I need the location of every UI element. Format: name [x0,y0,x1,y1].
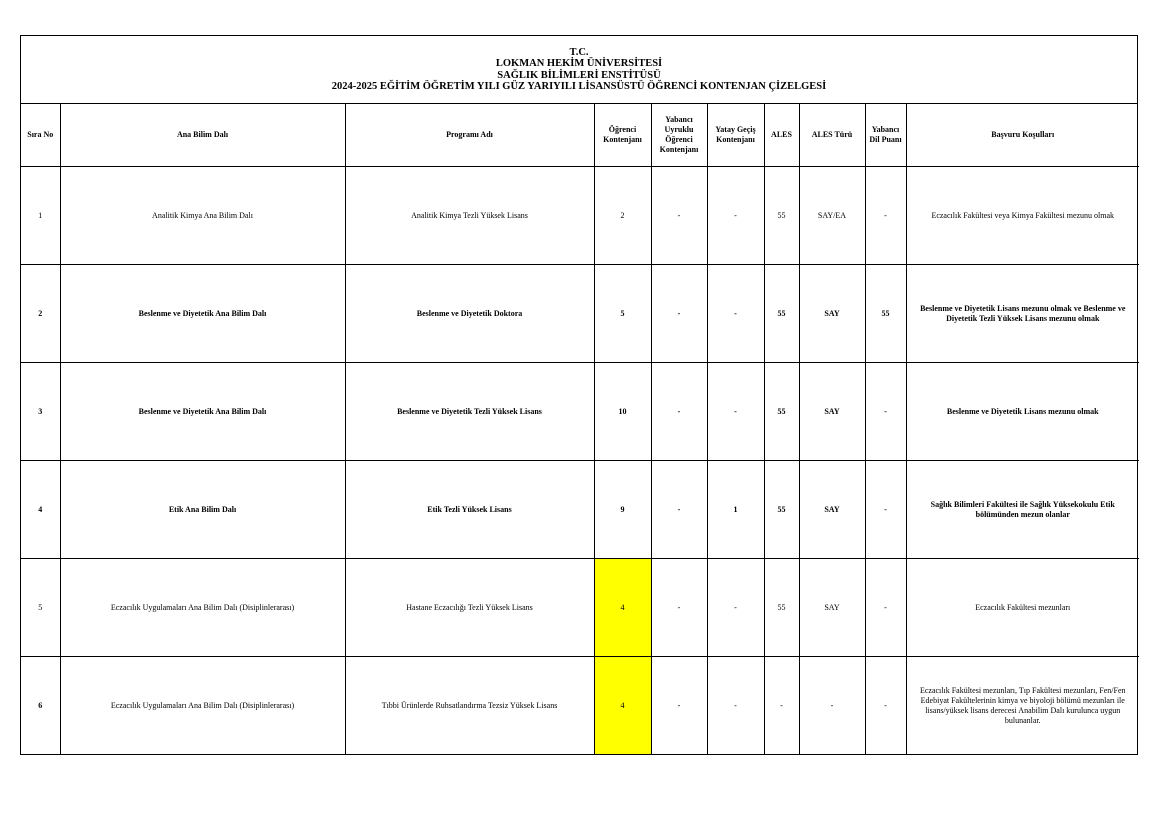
cell-anabilim: Beslenme ve Diyetetik Ana Bilim Dalı [60,265,345,363]
quota-document [20,35,1138,755]
table-row [21,363,1139,461]
header-kosul: Başvuru Koşulları [906,104,1139,167]
cell-no: 2 [21,265,60,363]
cell-kosul: Eczacılık Fakültesi mezunları, Tıp Fakültesi mezunları, Fen/Fen Edebiyat Fakültelerinin kimya ve biyoloji bölümü mezunları ile lisans/yüksek lisans derecesi Anabilim Dalı kurulunca uygun bulunanlar. [906,657,1139,755]
cell-anabilim: Beslenme ve Diyetetik Ana Bilim Dalı [60,363,345,461]
cell-ales-turu: SAY [799,363,865,461]
cell-ales: 55 [764,265,799,363]
table-row [21,167,1139,265]
header-program: Programı Adı [345,104,594,167]
cell-ales: 55 [764,461,799,559]
cell-yatay: - [707,559,764,657]
cell-kosul: Sağlık Bilimleri Fakültesi ile Sağlık Yüksekokulu Etik bölümünden mezun olanlar [906,461,1139,559]
cell-ales-turu: SAY [799,265,865,363]
cell-no: 5 [21,559,60,657]
quota-table [21,104,1139,754]
cell-yabanci: - [651,363,707,461]
cell-kosul: Beslenme ve Diyetetik Lisans mezunu olmak ve Beslenme ve Diyetetik Tezli Yüksek Lisans mezunu olmak [906,265,1139,363]
cell-dil: - [865,167,906,265]
cell-anabilim: Eczacılık Uygulamaları Ana Bilim Dalı (Disiplinlerarası) [60,559,345,657]
cell-kontenjan: 2 [594,167,651,265]
cell-program: Beslenme ve Diyetetik Doktora [345,265,594,363]
header-ales: ALES [764,104,799,167]
cell-no: 6 [21,657,60,755]
cell-dil: - [865,461,906,559]
cell-kontenjan: 5 [594,265,651,363]
cell-yabanci: - [651,559,707,657]
cell-program: Analitik Kimya Tezli Yüksek Lisans [345,167,594,265]
cell-yabanci: - [651,657,707,755]
cell-dil: 55 [865,265,906,363]
title-line-institute: SAĞLIK BİLİMLERİ ENSTİTÜSÜ [497,69,661,81]
cell-program: Etik Tezli Yüksek Lisans [345,461,594,559]
header-anabilim: Ana Bilim Dalı [60,104,345,167]
header-dil: Yabancı Dil Puanı [865,104,906,167]
cell-anabilim: Etik Ana Bilim Dalı [60,461,345,559]
cell-yatay: - [707,363,764,461]
cell-kontenjan: 9 [594,461,651,559]
cell-ales-turu: - [799,657,865,755]
cell-ales: 55 [764,363,799,461]
header-kontenjan: Öğrenci Kontenjanı [594,104,651,167]
cell-yatay: - [707,657,764,755]
table-row [21,559,1139,657]
cell-kontenjan-highlighted: 4 [594,657,651,755]
title-line-tc: T.C. [569,46,589,58]
cell-anabilim: Eczacılık Uygulamaları Ana Bilim Dalı (Disiplinlerarası) [60,657,345,755]
title-line-university: LOKMAN HEKİM ÜNİVERSİTESİ [495,58,663,69]
cell-dil: - [865,559,906,657]
title-line-quota: 2024-2025 EĞİTİM ÖĞRETİM YILI GÜZ YARIYILI LİSANSÜSTÜ ÖĞRENCİ KONTENJAN ÇİZELGESİ [331,81,827,92]
cell-no: 1 [21,167,60,265]
header-sira: Sıra No [21,104,60,167]
cell-no: 4 [21,461,60,559]
cell-anabilim: Analitik Kimya Ana Bilim Dalı [60,167,345,265]
table-row [21,657,1139,755]
header-yabanci-kontenjan: Yabancı Uyruklu Öğrenci Kontenjanı [651,104,707,167]
cell-yatay: - [707,167,764,265]
cell-ales: - [764,657,799,755]
header-yatay: Yatay Geçiş Kontenjanı [707,104,764,167]
cell-yabanci: - [651,265,707,363]
cell-ales-turu: SAY [799,559,865,657]
table-row [21,265,1139,363]
cell-kosul: Eczacılık Fakültesi mezunları [906,559,1139,657]
cell-yabanci: - [651,167,707,265]
cell-program: Beslenme ve Diyetetik Tezli Yüksek Lisans [345,363,594,461]
cell-kontenjan: 10 [594,363,651,461]
document-title [21,36,1137,104]
cell-dil: - [865,363,906,461]
cell-yatay: 1 [707,461,764,559]
cell-program: Tıbbi Ürünlerde Ruhsatlandırma Tezsiz Yüksek Lisans [345,657,594,755]
cell-kosul: Beslenme ve Diyetetik Lisans mezunu olmak [906,363,1139,461]
cell-no: 3 [21,363,60,461]
cell-program: Hastane Eczacılığı Tezli Yüksek Lisans [345,559,594,657]
cell-yabanci: - [651,461,707,559]
cell-ales: 55 [764,167,799,265]
table-header-row [21,104,1139,167]
cell-ales: 55 [764,559,799,657]
cell-kosul: Eczacılık Fakültesi veya Kimya Fakültesi mezunu olmak [906,167,1139,265]
header-ales-turu: ALES Türü [799,104,865,167]
cell-kontenjan-highlighted: 4 [594,559,651,657]
table-row [21,461,1139,559]
cell-ales-turu: SAY [799,461,865,559]
cell-yatay: - [707,265,764,363]
cell-dil: - [865,657,906,755]
cell-ales-turu: SAY/EA [799,167,865,265]
